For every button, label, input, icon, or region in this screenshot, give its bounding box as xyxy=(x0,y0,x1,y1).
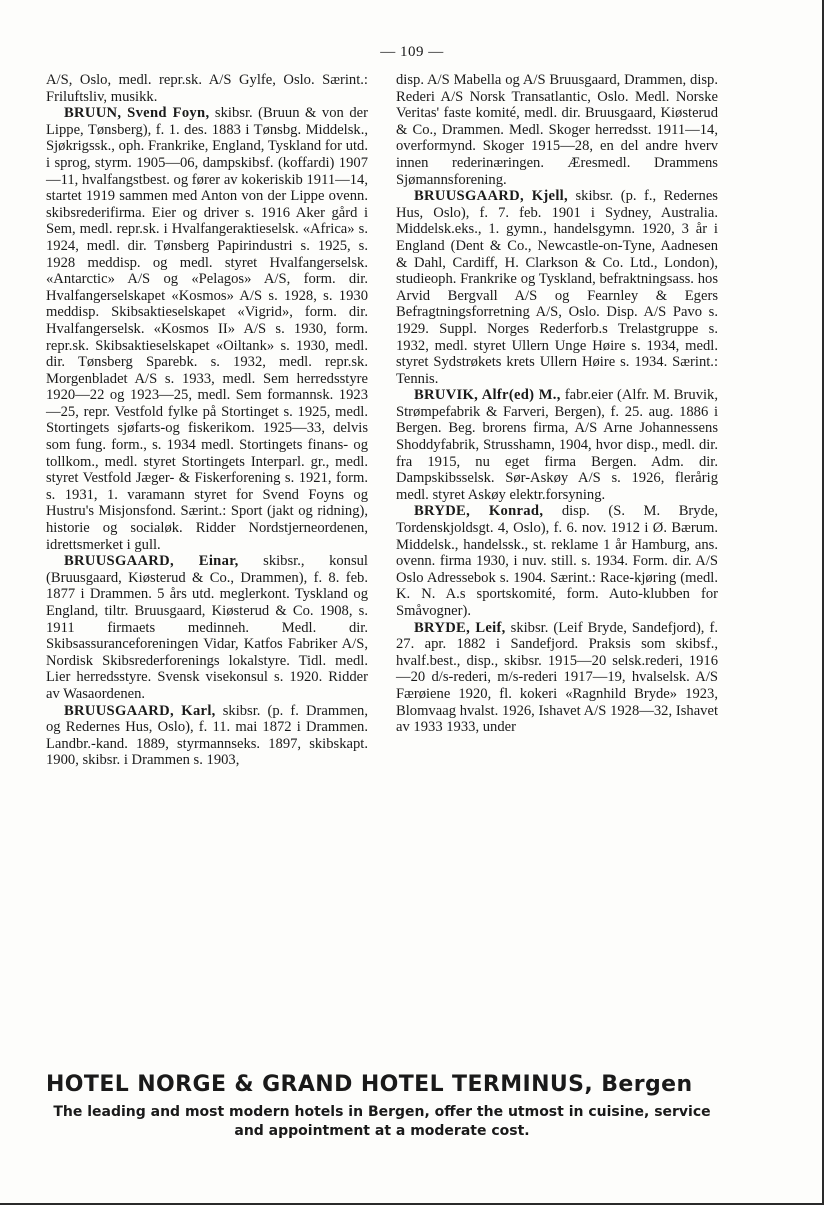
entry-text: disp. (S. M. Bryde, Tordenskjoldsgt. 4, Oslo), f. 6. nov. 1912 i Ø. Bærum. Middelsk., handelssk., st. reklame 1 år Hamburg, ans. ovenn. firma 1930, i nuv. still. s. 1934. Form. dir. A/S Oslo Adressebok s. 1904. Særint.: Race-kjøring (medl. K. N. A.s sportskomité, form. Auto-klubben for Småvogner). xyxy=(396,503,719,619)
biography-entry xyxy=(46,105,368,553)
biography-entry xyxy=(46,553,368,702)
entry-name: BRYDE, Leif, xyxy=(414,619,506,636)
entry-text: skibsr. (Leif Bryde, Sandefjord), f. 27. apr. 1882 i Sandefjord. Praksis som skibsf., hvalf.best., disp., skibsr. 1915—20 selsk.rederi, 1916—20 d/s-rederi, m/s-rederi 1917—19, hvalselsk. A/S Færøiene 1920, fl. kokeri «Ragnhild Bryde» 1923, Blomvaag hvalst. 1926, Ishavet A/S 1928—32, Ishavet av 1933 1933, under xyxy=(396,619,718,736)
biography-entry xyxy=(396,620,718,736)
right-column xyxy=(396,72,718,736)
biography-entry xyxy=(396,387,718,503)
entry-text: fabr.eier (Alfr. M. Bruvik, Strømpefabrik & Farveri, Bergen), f. 25. aug. 1886 i Bergen. Beg. brorens firma, A/S Arne Johannessens Shoddyfabrik, Strusshamn, 1904, hvor disp., medl. dir. fra 1915, nu eget firma Bergen. Adm. dir. Dampskibsselsk. Sør-Askøy A/S s. 1926, flerårig medl. styret Askøy elektr.forsyning. xyxy=(396,387,718,503)
page-number: — 109 — xyxy=(380,44,444,60)
advertisement-title: HOTEL NORGE & GRAND HOTEL TERMINUS, Bergen xyxy=(46,1072,693,1097)
hotel-advertisement xyxy=(46,1072,718,1141)
entry-name: BRYDE, Konrad, xyxy=(414,503,544,520)
entry-text: skibsr. (p. f., Redernes Hus, Oslo), f. 7. feb. 1901 i Sydney, Australia. Middelsk.eks., 1. gymn., handelsgymn. 1920, 3 år i England (Dent & Co., Newcastle-on-Tyne, Aadnesen & Dahl, Cardiff, H. Clarkson & Co. Ltd., London), studieoph. Frankrike og Tyskland, befraktningsass. hos Arvid Bergvall A/S og Fearnley & Egers Befragtningsforretning A/S, Oslo. Disp. A/S Pavo s. 1929. Suppl. Norges Rederforb.s Trelastgruppe s. 1932, medl. styret Ullern Unge Høire s. 1934, medl. styret Sydstrøkets krets Ullern Høire s. 1934. Særint.: Tennis. xyxy=(396,188,718,387)
entry-text: A/S, Oslo, medl. repr.sk. A/S Gylfe, Oslo. Særint.: Friluftsliv, musikk. xyxy=(46,72,368,105)
entry-text: skibsr., konsul (Bruusgaard, Kiøsterud & Co., Drammen), f. 8. feb. 1877 i Drammen. 5 års utd. meglerkont. Tyskland og England, tiltr. Bruusgaard, Kiøsterud & Co. 1908, s. 1911 firmaets medinneh. Medl. dir. Skibsassuranceforeningen Vidar, Katfos Fabriker A/S, Nordisk Skibsrederforenings lokalstyre. Tidl. medl. Lier herredsstyre. Svensk visekonsul s. 1920. Ridder av Wasaordenen. xyxy=(46,553,368,702)
entry-name: BRUUSGAARD, Einar, xyxy=(64,553,239,570)
entry-text: skibsr. (Bruun & von der Lippe, Tønsberg), f. 1. des. 1883 i Tønsbg. Middelsk., Sjøkrigssk., oph. Frankrike, England, Tyskland for utd. i sprog, styrm. 1905—06, dampskibsf. (koffardi) 1907—11, hvalfangstbest. og fører av kokeriskib 1911—14, startet 1919 sammen med Anton von der Lippe ovenn. skibsrederifirma. Eier og driver s. 1916 Aker gård i Sem, medl. repr.sk. i Hvalfangeraktieselsk. «Africa» s. 1924, medl. dir. Tønsberg Papirindustri s. 1925, s. 1928 meddisp. og medl. styret Hvalfangerselsk. «Antarctic» A/S og «Pelagos» A/S, form. dir. Hvalfangerselskapet «Kosmos» A/S s. 1928, s. 1930 meddisp. Skibsaktieselskapet «Vigrid», form. dir. Hvalfangerselsk. «Kosmos II» A/S s. 1930, form. repr.sk. Skibsaktieselskapet «Oiltank» s. 1930, medl. dir. Tønsberg Sparebk. s. 1932, medl. repr.sk. Morgenbladet A/S s. 1933, medl. Sem herredsstyre 1920—22 og 1923—25, medl. Sem formannsk. 1923—25, repr. Vestfold fylke på Stortinget s. 1925, medl. Stortingets sjøfarts-og fiskerikom. 1925—33, delvis som fung. form., s. 1934 medl. Stortingets finans- og tollkom., medl. styret Stortingets Interparl. gr., medl. styret Vestfold Jæger- & Fiskerforening s. 1921, form. s. 1931, 1. varamann styret for Svend Foyns og Hustru's Misjonsfond. Særint.: Sport (jakt og ridning), historie og socialøk. Ridder Nordstjerneordenen, idrettsmerket i gull. xyxy=(46,105,368,553)
biography-entry xyxy=(396,72,718,188)
biography-entry xyxy=(396,503,718,619)
biography-entry xyxy=(46,703,368,769)
advertisement-subtitle: The leading and most modern hotels in Bergen, offer the utmost in cuisine, service and appointment at a moderate cost. xyxy=(53,1104,711,1139)
entry-name: BRUUN, Svend Foyn, xyxy=(64,105,210,122)
entry-text: disp. A/S Mabella og A/S Bruusgaard, Drammen, disp. Rederi A/S Norsk Transatlantic, Oslo. Medl. Norske Veritas' faste komité, medl. dir. Bruusgaard, Kiøsterud & Co., Drammen. Medl. Skoger herredsst. 1911—14, overformynd. Skoger 1915—28, en del andre hverv innen rederinæringen. Æresmedl. Drammens Sjømannsforening. xyxy=(396,72,718,188)
entry-name: BRUVIK, Alfr(ed) M., xyxy=(414,387,561,404)
left-column xyxy=(46,72,368,769)
biography-entry xyxy=(46,72,368,105)
biography-entry xyxy=(396,188,718,387)
entry-text: skibsr. (p. f. Drammen, og Redernes Hus, Oslo), f. 11. mai 1872 i Drammen. Landbr.-kand. 1889, styrmannseks. 1897, skibskapt. 1900, skibsr. i Drammen s. 1903, xyxy=(46,702,368,769)
entry-name: BRUUSGAARD, Karl, xyxy=(64,702,216,719)
entry-name: BRUUSGAARD, Kjell, xyxy=(414,188,568,205)
